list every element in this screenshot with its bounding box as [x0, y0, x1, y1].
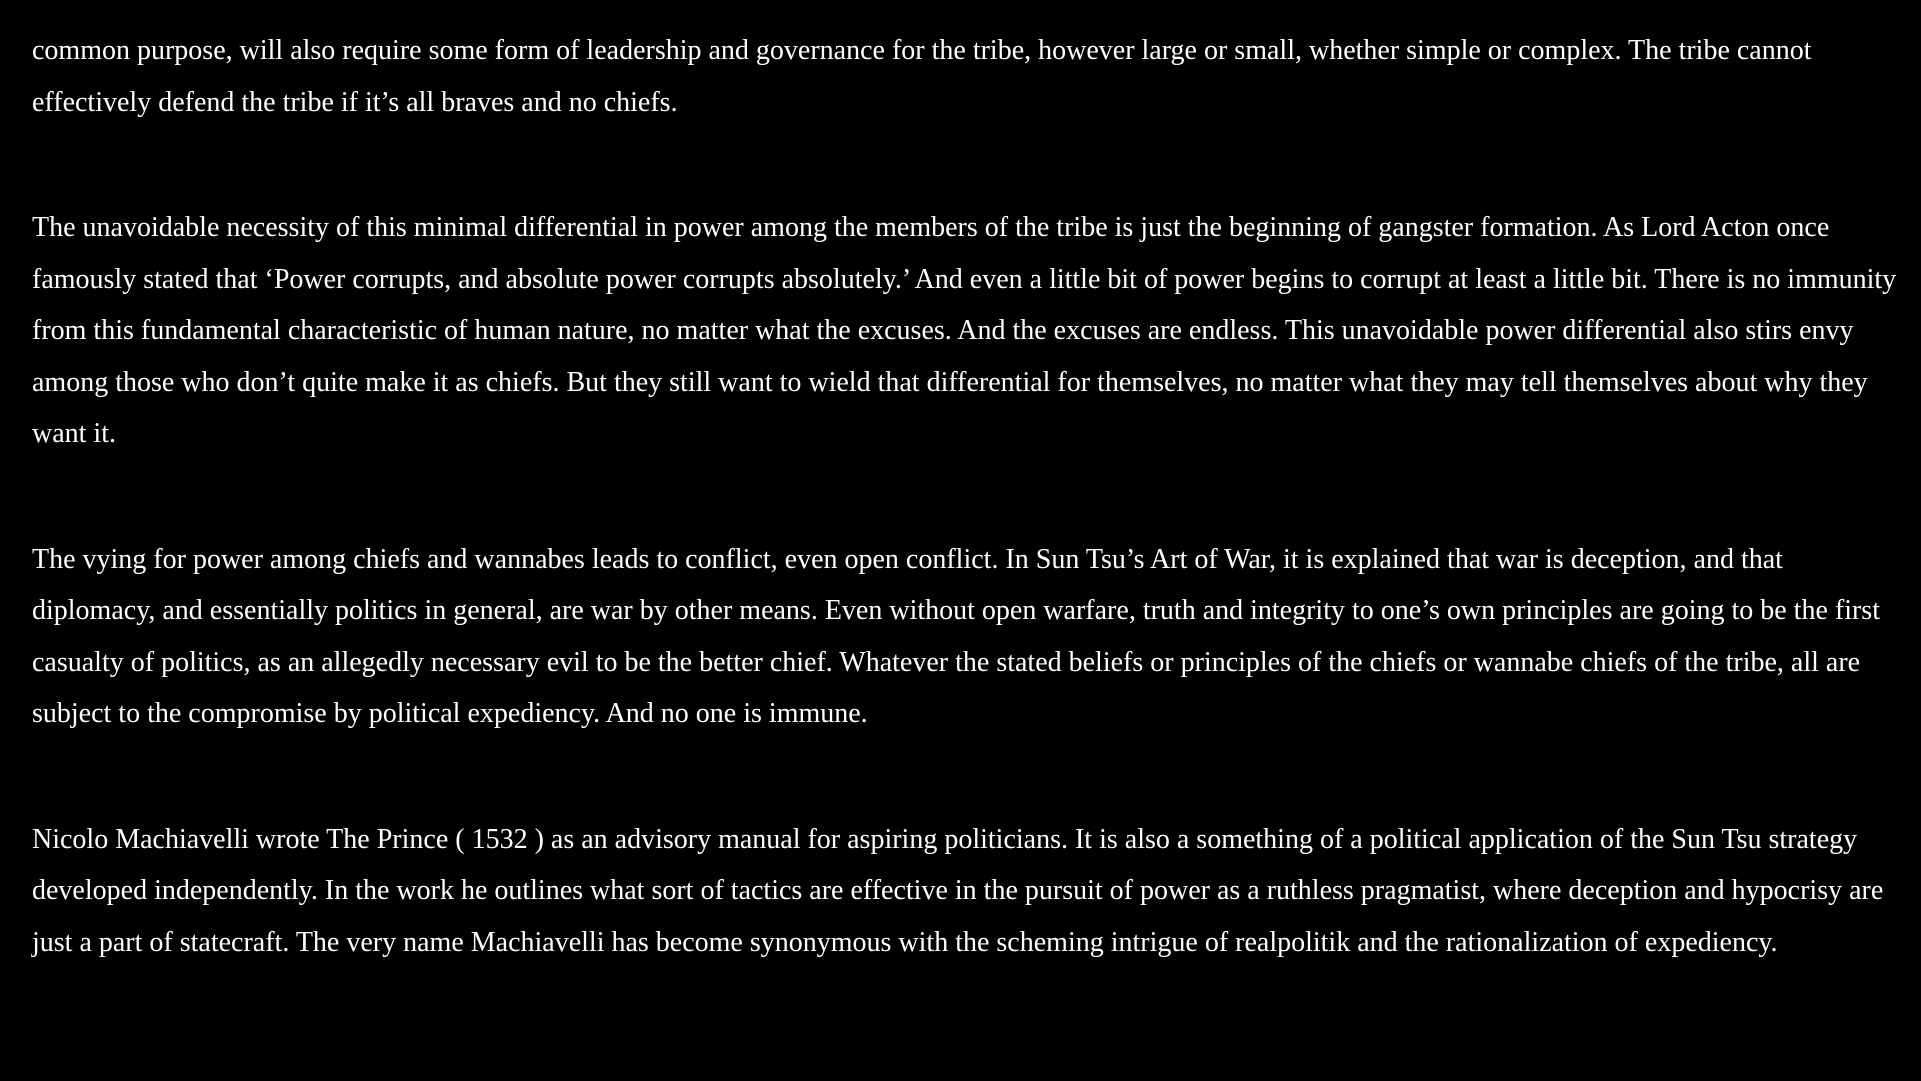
paragraph-4: Nicolo Machiavelli wrote The Prince ( 1532 ) as an advisory manual for aspiring politicians. It is also a something of a political application of the Sun Tsu strategy developed independently. In the work he outlines what sort of tactics are effective in the pursuit of power as a ruthless pragmatist, where deception and hypocrisy are just a part of statecraft. The very name Machiavelli has become synonymous with the scheming intrigue of realpolitik and the rationalization of expediency. [32, 823, 1884, 958]
paragraph-1: common purpose, will also require some form of leadership and governance for the tribe, however large or small, whether simple or complex. The tribe cannot effectively defend the tribe if it’s all braves and no chiefs. [32, 35, 1812, 118]
document-body [32, 25, 1902, 968]
paragraph-2: The unavoidable necessity of this minimal differential in power among the members of the tribe is just the beginning of gangster formation. As Lord Acton once famously stated that ‘Power corrupts, and absolute power corrupts absolutely.’ And even a little bit of power begins to corrupt at least a little bit. There is no immunity from this fundamental characteristic of human nature, no matter what the excuses. And the excuses are endless. This unavoidable power differential also stirs envy among those who don’t quite make it as chiefs. But they still want to wield that differential for themselves, no matter what they may tell themselves about why they want it. [32, 212, 1897, 449]
paragraph-3: The vying for power among chiefs and wannabes leads to conflict, even open conflict. In Sun Tsu’s Art of War, it is explained that war is deception, and that diplomacy, and essentially politics in general, are war by other means. Even without open warfare, truth and integrity to one’s own principles are going to be the first casualty of politics, as an allegedly necessary evil to be the better chief. Whatever the stated beliefs or principles of the chiefs or wannabe chiefs of the tribe, all are subject to the compromise by political expediency. And no one is immune. [32, 543, 1880, 729]
